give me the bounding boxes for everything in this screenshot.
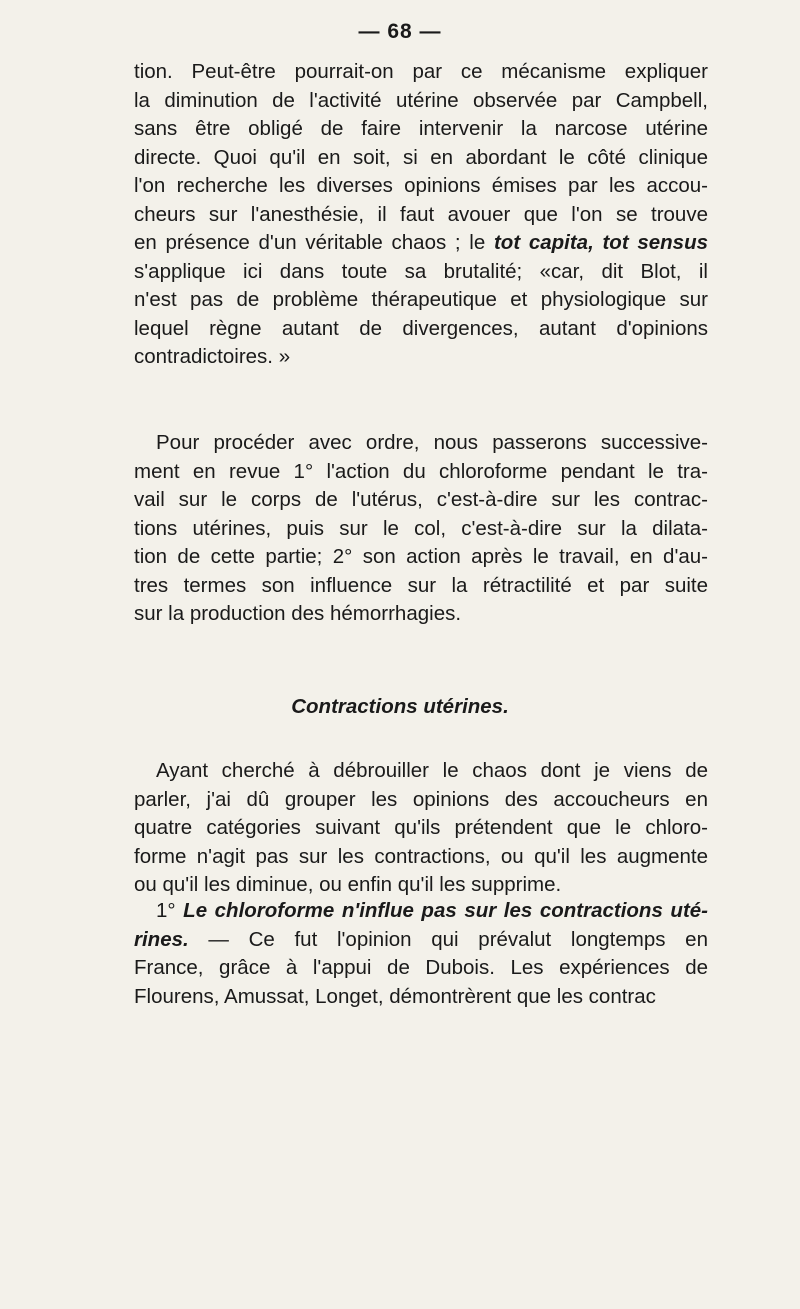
paragraph-4 bbox=[134, 897, 708, 1011]
latin-phrase: tot capita, tot sensus bbox=[493, 231, 708, 254]
text-line: Flourens, Amussat, Longet, démontrèrent que les contrac bbox=[134, 984, 656, 1008]
text-line bbox=[134, 229, 708, 258]
text-line: tion de cette partie; 2° son action après le travail, en d'au- bbox=[134, 545, 708, 568]
text-line: cheurs sur l'anesthésie, il faut avouer que l'on se trouve bbox=[134, 202, 708, 226]
text-line bbox=[134, 897, 708, 926]
text-line: l'on recherche les diverses opinions émises par les accou- bbox=[134, 174, 708, 197]
paragraph-1 bbox=[134, 58, 708, 372]
paragraph-3 bbox=[134, 757, 708, 900]
text-line: France, grâce à l'appui de Dubois. Les expériences de bbox=[134, 956, 708, 979]
text-line: s'applique ici dans toute sa brutalité; «car, dit Blot, il bbox=[134, 259, 708, 283]
text-line: tions utérines, puis sur le col, c'est-à-dire sur la dilata- bbox=[134, 516, 708, 540]
text-line: contradictoires. » bbox=[134, 345, 291, 368]
italic-statement: rines. bbox=[134, 927, 189, 951]
text-segment: — Ce fut l'opinion qui prévalut longtemps en bbox=[188, 927, 708, 951]
text-line: Pour procéder avec ordre, nous passerons successive- bbox=[156, 431, 708, 454]
text-line: directe. Quoi qu'il en soit, si en abordant le côté clinique bbox=[134, 145, 708, 169]
text-segment: en présence d'un véritable chaos ; le bbox=[134, 231, 494, 254]
text-line: lequel règne autant de divergences, autant d'opinions bbox=[134, 316, 708, 340]
text-line: parler, j'ai dû grouper les opinions des accoucheurs en bbox=[134, 787, 708, 811]
text-line: n'est pas de problème thérapeutique et physiologique sur bbox=[134, 288, 708, 311]
text-line: sur la production des hémorrhagies. bbox=[134, 602, 462, 625]
paragraph-2 bbox=[134, 429, 708, 629]
text-line: Ayant cherché à débrouiller le chaos dont je viens de bbox=[156, 759, 708, 782]
text-line: ment en revue 1° l'action du chloroforme pendant le tra- bbox=[134, 459, 708, 483]
text-line: la diminution de l'activité utérine observée par Campbell, bbox=[134, 88, 708, 112]
section-heading: Contractions utérines. bbox=[291, 695, 509, 718]
text-line: tres termes son influence sur la rétractilité et par suite bbox=[134, 573, 708, 597]
text-line: tion. Peut-être pourrait-on par ce mécanisme expliquer bbox=[134, 60, 708, 83]
list-number: 1° bbox=[156, 899, 184, 922]
text-line: sans être obligé de faire intervenir la narcose utérine bbox=[134, 117, 708, 140]
text-line: ou qu'il les diminue, ou enfin qu'il les supprime. bbox=[134, 873, 562, 896]
text-line bbox=[134, 926, 708, 955]
text-line: vail sur le corps de l'utérus, c'est-à-dire sur les contrac- bbox=[134, 488, 708, 511]
text-line: quatre catégories suivant qu'ils prétendent que le chloro- bbox=[134, 816, 708, 839]
italic-statement: Le chloroforme n'influe pas sur les contractions uté- bbox=[183, 899, 708, 922]
page-number: — 68 — bbox=[358, 20, 442, 43]
text-line: forme n'agit pas sur les contractions, ou qu'il les augmente bbox=[134, 844, 708, 868]
